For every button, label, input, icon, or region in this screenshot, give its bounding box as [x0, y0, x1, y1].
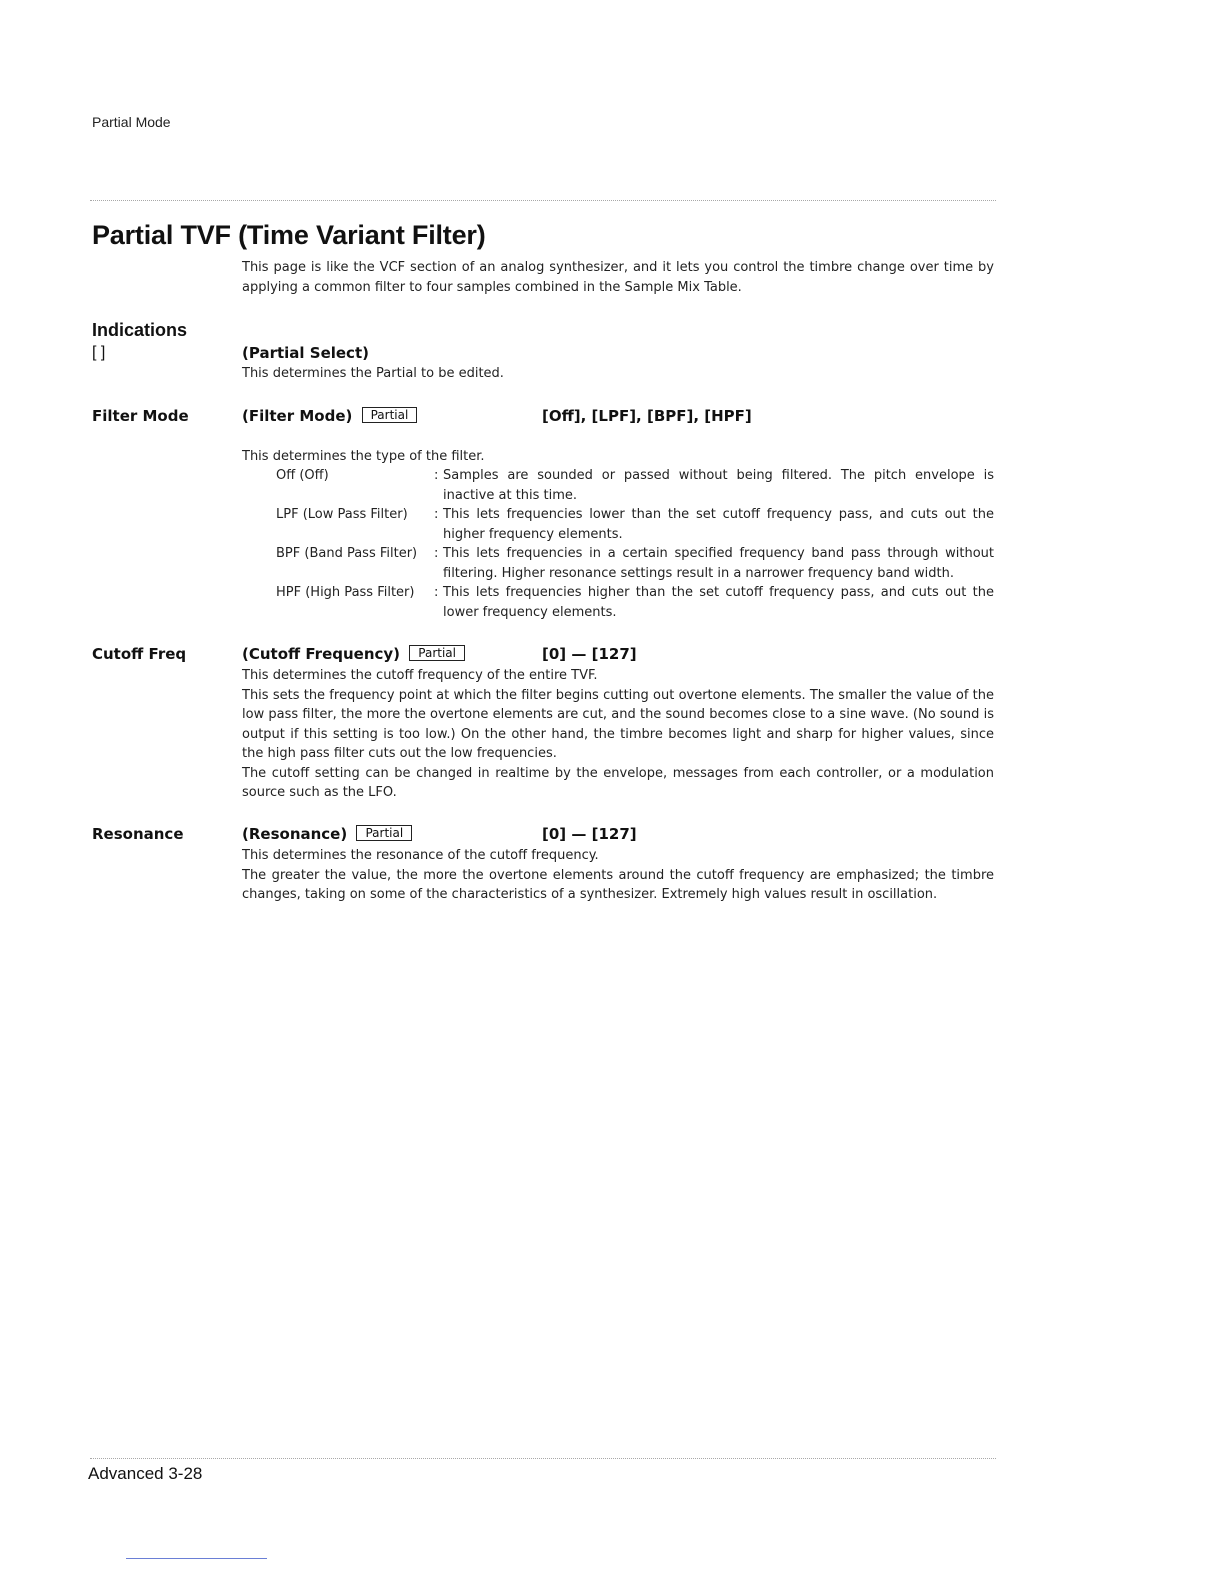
- mode-colon: :: [434, 468, 439, 483]
- cutoff-desc-line1: This determines the cutoff frequency of the entire TVF.: [242, 668, 598, 683]
- mode-term: LPF (Low Pass Filter): [276, 507, 408, 522]
- filter-mode-label: Filter Mode: [92, 407, 189, 425]
- cutoff-title-text: (Cutoff Frequency): [242, 645, 401, 663]
- resonance-range: [0] — [127]: [542, 825, 637, 843]
- resonance-partial-tag: Partial: [356, 825, 412, 841]
- filter-mode-item-off: [276, 466, 994, 505]
- resonance-desc-line1: This determines the resonance of the cutoff frequency.: [242, 848, 599, 863]
- filter-mode-title: [242, 407, 417, 425]
- page-title: Partial TVF (Time Variant Filter): [92, 220, 486, 250]
- mode-desc: This lets frequencies lower than the set cutoff frequency pass, and cuts out the higher frequency elements.: [443, 507, 994, 542]
- cutoff-desc-paragraph2: This sets the frequency point at which the filter begins cutting out overtone elements. The smaller the value of the low pass filter, the more the overtone elements are cut, and the sound becomes close to a sine wave. (No sound is output if this setting is too low.) On the other hand, the timbre becomes light and sharp for higher values, since the high pass filter cuts out the low frequencies.: [242, 687, 994, 761]
- partial-select-brackets: [ ]: [92, 344, 106, 361]
- mode-term: Off (Off): [276, 468, 329, 483]
- filter-mode-desc: This determines the type of the filter.: [242, 449, 485, 464]
- filter-mode-item-lpf: [276, 505, 994, 544]
- mode-colon: :: [434, 585, 439, 600]
- partial-select-title: (Partial Select): [242, 344, 369, 362]
- filter-mode-partial-tag: Partial: [362, 407, 418, 423]
- filter-mode-title-text: (Filter Mode): [242, 407, 353, 425]
- mode-term: HPF (High Pass Filter): [276, 585, 415, 600]
- mode-desc: This lets frequencies in a certain specified frequency band pass through without filtering. Higher resonance settings result in a narrower frequency band width.: [443, 546, 994, 581]
- partial-select-desc: This determines the Partial to be edited.: [242, 366, 504, 381]
- mode-desc: Samples are sounded or passed without being filtered. The pitch envelope is inactive at this time.: [443, 468, 994, 503]
- resonance-desc-paragraph2: The greater the value, the more the overtone elements around the cutoff frequency are emphasized; the timbre changes, taking on some of the characteristics of a synthesizer. Extremely high values result in oscillation.: [242, 867, 994, 902]
- filter-mode-range: [Off], [LPF], [BPF], [HPF]: [542, 407, 752, 425]
- filter-mode-item-bpf: [276, 544, 994, 583]
- mode-colon: :: [434, 546, 439, 561]
- cutoff-label: Cutoff Freq: [92, 645, 187, 663]
- resonance-desc: [242, 846, 994, 905]
- filter-mode-item-hpf: [276, 583, 994, 622]
- cutoff-range: [0] — [127]: [542, 645, 637, 663]
- mode-colon: :: [434, 507, 439, 522]
- resonance-label: Resonance: [92, 825, 184, 843]
- bottom-accent-line: [126, 1558, 267, 1559]
- resonance-title-text: (Resonance): [242, 825, 348, 843]
- cutoff-desc-paragraph3: The cutoff setting can be changed in realtime by the envelope, messages from each controller, or a modulation source such as the LFO.: [242, 765, 994, 800]
- intro-paragraph: This page is like the VCF section of an analog synthesizer, and it lets you control the timbre change over time by applying a common filter to four samples combined in the Sample Mix Table.: [242, 260, 994, 295]
- bottom-divider: [90, 1458, 996, 1459]
- cutoff-title: [242, 645, 465, 663]
- top-divider: [90, 200, 996, 201]
- filter-mode-list: [276, 466, 994, 622]
- mode-desc: This lets frequencies higher than the set cutoff frequency pass, and cuts out the lower frequency elements.: [443, 585, 994, 620]
- cutoff-partial-tag: Partial: [409, 645, 465, 661]
- resonance-title: [242, 825, 412, 843]
- indications-heading: Indications: [92, 320, 188, 340]
- mode-term: BPF (Band Pass Filter): [276, 546, 418, 561]
- cutoff-desc: [242, 666, 994, 803]
- section-header: Partial Mode: [92, 114, 171, 130]
- page-number: Advanced 3-28: [88, 1464, 203, 1483]
